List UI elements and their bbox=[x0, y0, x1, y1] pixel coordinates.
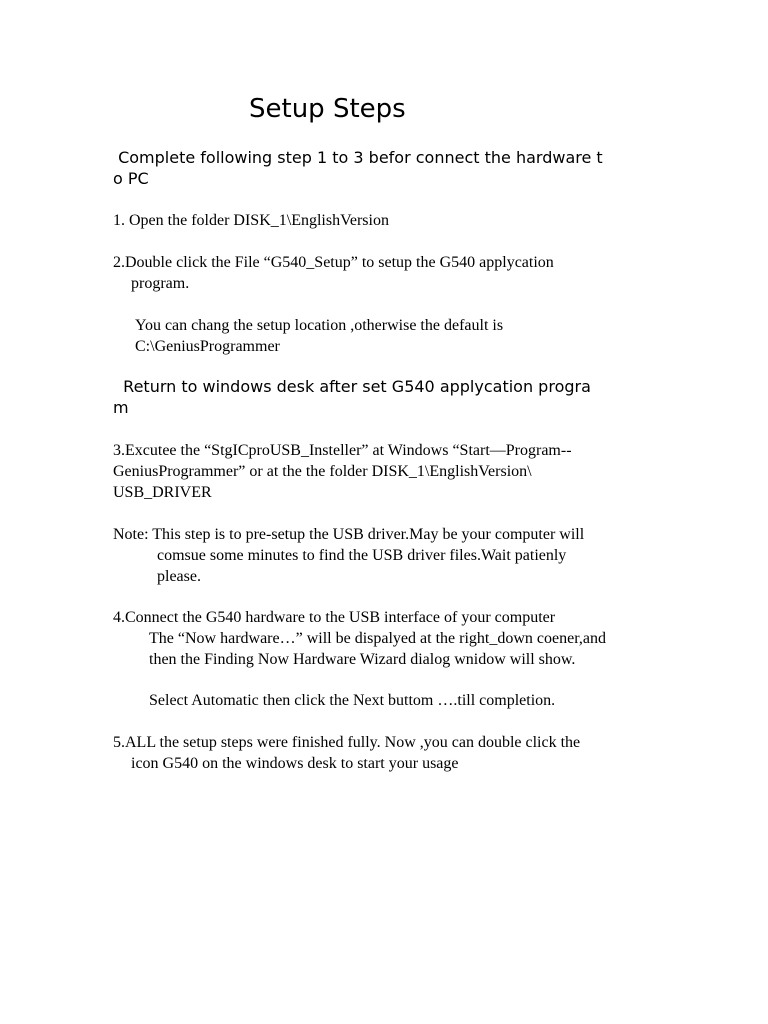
step-3-line-1: 3.Excutee the “StgICproUSB_Insteller” at Windows “Start—Program-- bbox=[113, 442, 572, 459]
return-heading-line-1: Return to windows desk after set G540 applycation progra bbox=[113, 377, 591, 396]
step-5-line-2: icon G540 on the windows desk to start your usage bbox=[131, 755, 459, 772]
page-title: Setup Steps bbox=[249, 94, 406, 124]
intro-heading-line-1: Complete following step 1 to 3 befor connect the hardware t bbox=[113, 148, 603, 167]
step-2-line-2: program. bbox=[131, 275, 190, 292]
step-4-line-4: Select Automatic then click the Next buttom ….till completion. bbox=[149, 692, 556, 709]
return-heading-line-2: m bbox=[113, 398, 129, 417]
note-line-3: please. bbox=[157, 568, 201, 585]
step-2-note-line-1: You can chang the setup location ,otherwise the default is bbox=[135, 317, 504, 334]
step-4-line-1: 4.Connect the G540 hardware to the USB interface of your computer bbox=[113, 609, 556, 626]
step-4-line-2: The “Now hardware…” will be dispalyed at the right_down coener,and bbox=[149, 630, 606, 647]
step-2-note-line-2: C:\GeniusProgrammer bbox=[135, 338, 280, 355]
intro-heading-line-2: o PC bbox=[113, 169, 149, 188]
step-2-line-1: 2.Double click the File “G540_Setup” to setup the G540 applycation bbox=[113, 254, 554, 271]
step-1: 1. Open the folder DISK_1\EnglishVersion bbox=[113, 212, 389, 229]
step-5-line-1: 5.ALL the setup steps were finished fully. Now ,you can double click the bbox=[113, 734, 581, 751]
note-line-1: Note: This step is to pre-setup the USB driver.May be your computer will bbox=[113, 526, 585, 543]
note-line-2: comsue some minutes to find the USB driver files.Wait patienly bbox=[157, 547, 567, 564]
step-4-line-3: then the Finding Now Hardware Wizard dialog wnidow will show. bbox=[149, 651, 576, 668]
step-3-line-3: USB_DRIVER bbox=[113, 484, 212, 501]
step-3-line-2: GeniusProgrammer” or at the the folder DISK_1\EnglishVersion\ bbox=[113, 463, 532, 480]
